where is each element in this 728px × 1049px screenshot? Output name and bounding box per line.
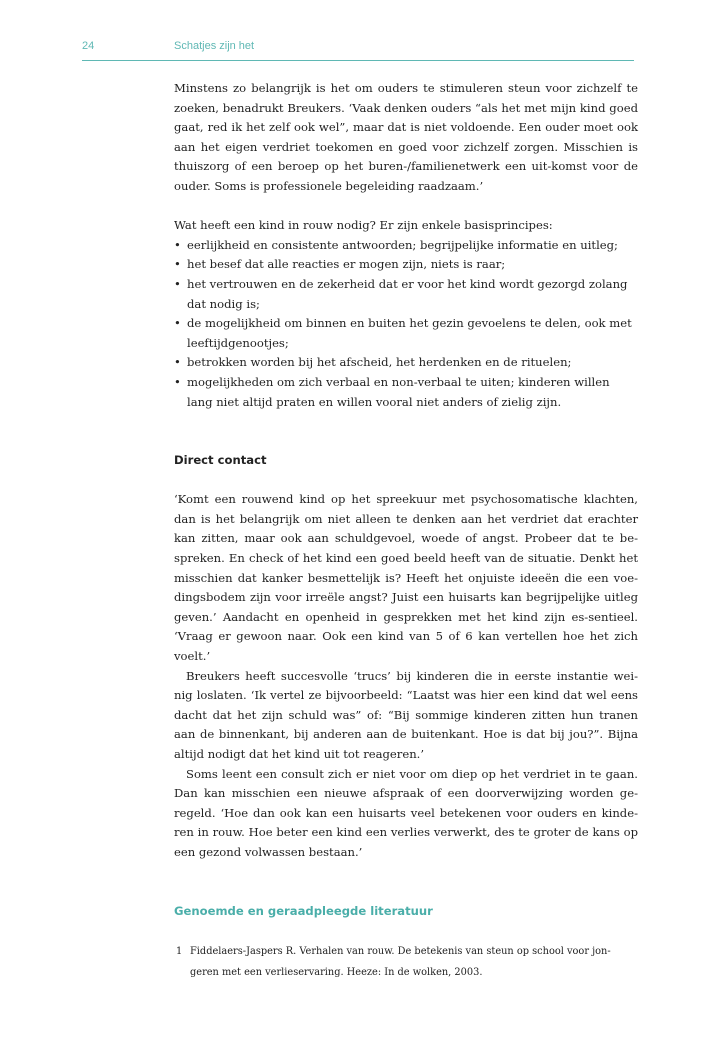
page-number: 24 [82,40,95,52]
principles-list [174,236,638,412]
reference-text: Fiddelaers-Jaspers R. Verhalen van rouw. De betekenis van steun op school voor jon-geren met een verlieservaring. Heeze: In de wolken, 2003. [190,945,611,978]
intro-paragraph: Minstens zo belangrijk is het om ouders te stimuleren steun voor zichzelf te zoeken, benadrukt Breukers. ‘Vaak denken ouders “als het met mijn kind goed gaat, red ik het zelf ook wel”, maar dat is niet voldoende. Een ouder moet ook aan het eigen verdriet toekomen en goed voor zichzelf zorgen. Misschien is thuiszorg of een beroep op het buren-/familienetwerk een uit-komst voor de ouder. Soms is professionele begeleiding raadzaam.’ [174,81,638,193]
list-item: • het besef dat alle reacties er mogen zijn, niets is raar; [174,255,638,275]
reference-number: 1 [176,945,183,957]
direct-contact-paragraph: Soms leent een consult zich er niet voor om diep op het verdriet in te gaan. Dan kan misschien een nieuwe afspraak of een doorverwijzing worden ge-regeld. ‘Hoe dan ook kan een huisarts veel betekenen voor ouders en kinde-ren in rouw. Hoe beter een kind een verlies verwerkt, des te groter de kans op een gezond volwassen bestaan.’ [174,766,638,859]
list-item: • betrokken worden bij het afscheid, het herdenken en de rituelen; [174,353,638,373]
direct-contact-paragraph: Breukers heeft succesvolle ‘trucs’ bij kinderen die in eerste instantie wei-nig loslaten. ‘Ik vertel ze bijvoorbeeld: “Laatst was hier een kind dat wel eens dacht dat het zijn schuld was” of: “Bij sommige kinderen zitten hun tranen aan de binnenkant, bij anderen aan de buitenkant. Hoe is dat bij jou?”. Bijna altijd nodigt dat het kind uit tot reageren.’ [174,668,638,761]
list-intro: Wat heeft een kind in rouw nodig? Er zijn enkele basisprincipes: [174,218,553,233]
reference-list [174,941,638,983]
direct-contact-paragraph: ‘Komt een rouwend kind op het spreekuur met psychosomatische klachten, dan is het belangrijk om niet alleen te denken aan het verdriet dat erachter kan zitten, maar ook aan schuldgevoel, woede of angst. Probeer dat te be-spreken. En check of het kind een goed beeld heeft van de situatie. Denkt het misschien dat kanker besmettelijk is? Heeft het onjuiste ideeën die een voe-dingsbodem zijn voor irreële angst? Juist een huisarts kan begrijpelijke uitleg geven.’ Aandacht en openheid in gesprekken met het kind zijn es-sentieel. ‘Vraag er gewoon naar. Ook een kind van 5 of 6 kan vertellen hoe het zich voelt.’ [174,492,638,664]
main-text [174,79,638,983]
reference-item [174,941,638,983]
running-title: Schatjes zijn het [174,40,255,52]
running-header [0,36,728,66]
list-item: • eerlijkheid en consistente antwoorden; begrijpelijke informatie en uitleg; [174,236,638,256]
header-rule [82,60,634,61]
list-item: • het vertrouwen en de zekerheid dat er voor het kind wordt gezorgd zolang dat nodig is; [174,275,638,314]
list-item: • mogelijkheden om zich verbaal en non-verbaal te uiten; kinderen willen lang niet altijd praten en willen vooral niet anders of zielig zijn. [174,373,638,412]
section-heading-direct-contact: Direct contact [174,453,267,468]
references-heading: Genoemde en geraadpleegde literatuur [174,903,433,918]
list-item: • de mogelijkheid om binnen en buiten het gezin gevoelens te delen, ook met leeftijdgenootjes; [174,314,638,353]
